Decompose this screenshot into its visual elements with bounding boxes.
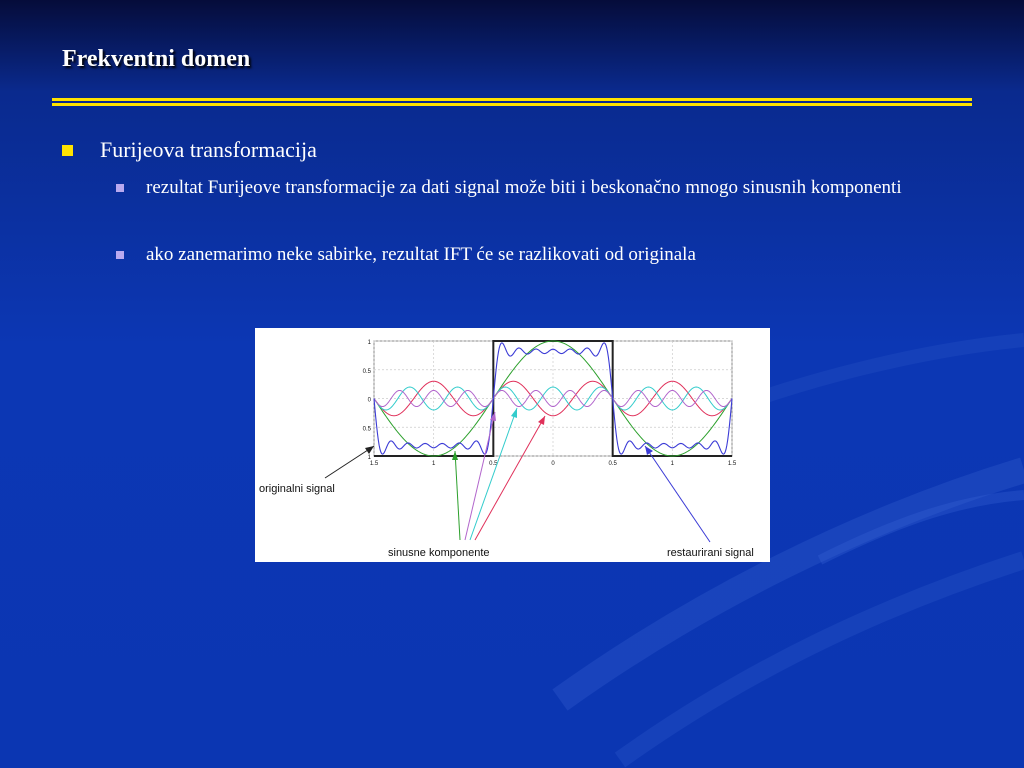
sub-bullet-square-icon	[116, 251, 124, 259]
y-tick-label: 0	[367, 397, 371, 404]
slide-title: Frekventni domen	[62, 46, 251, 72]
fourier-figure	[255, 328, 770, 562]
bullet-level2: rezultat Furijeove transformacije za dati signal može biti i beskonačno mnogo sinusnih komponenti	[146, 177, 902, 198]
bullet-level2: ako zanemarimo neke sabirke, rezultat IFT će se razlikovati od originala	[146, 244, 696, 265]
annotation-restored-signal: restaurirani signal	[667, 547, 754, 559]
y-tick-label: 0.5	[362, 426, 371, 433]
bullet-square-icon	[62, 145, 73, 156]
x-tick-label: 0	[551, 461, 555, 467]
sub-bullet-square-icon	[116, 184, 124, 192]
y-tick-label: 0.5	[362, 368, 371, 375]
title-underline-top	[52, 98, 972, 101]
x-tick-label: 1	[431, 461, 436, 467]
annotation-sine-components: sinusne komponente	[388, 547, 490, 559]
x-tick-label: 1.5	[369, 461, 379, 467]
x-tick-label: 1.5	[727, 461, 737, 467]
y-tick-label: 1	[367, 455, 371, 461]
x-tick-label: 0.5	[489, 461, 498, 467]
x-tick-label: 0.5	[608, 461, 617, 467]
bullet-level1: Furijeova transformacija	[100, 137, 317, 162]
fourier-plot	[255, 328, 770, 562]
y-tick-label: 1	[367, 340, 371, 346]
title-underline-bottom	[52, 103, 972, 106]
x-tick-label: 1	[670, 461, 675, 467]
annotation-arrows	[325, 408, 710, 542]
annotation-original-signal: originalni signal	[259, 483, 335, 495]
